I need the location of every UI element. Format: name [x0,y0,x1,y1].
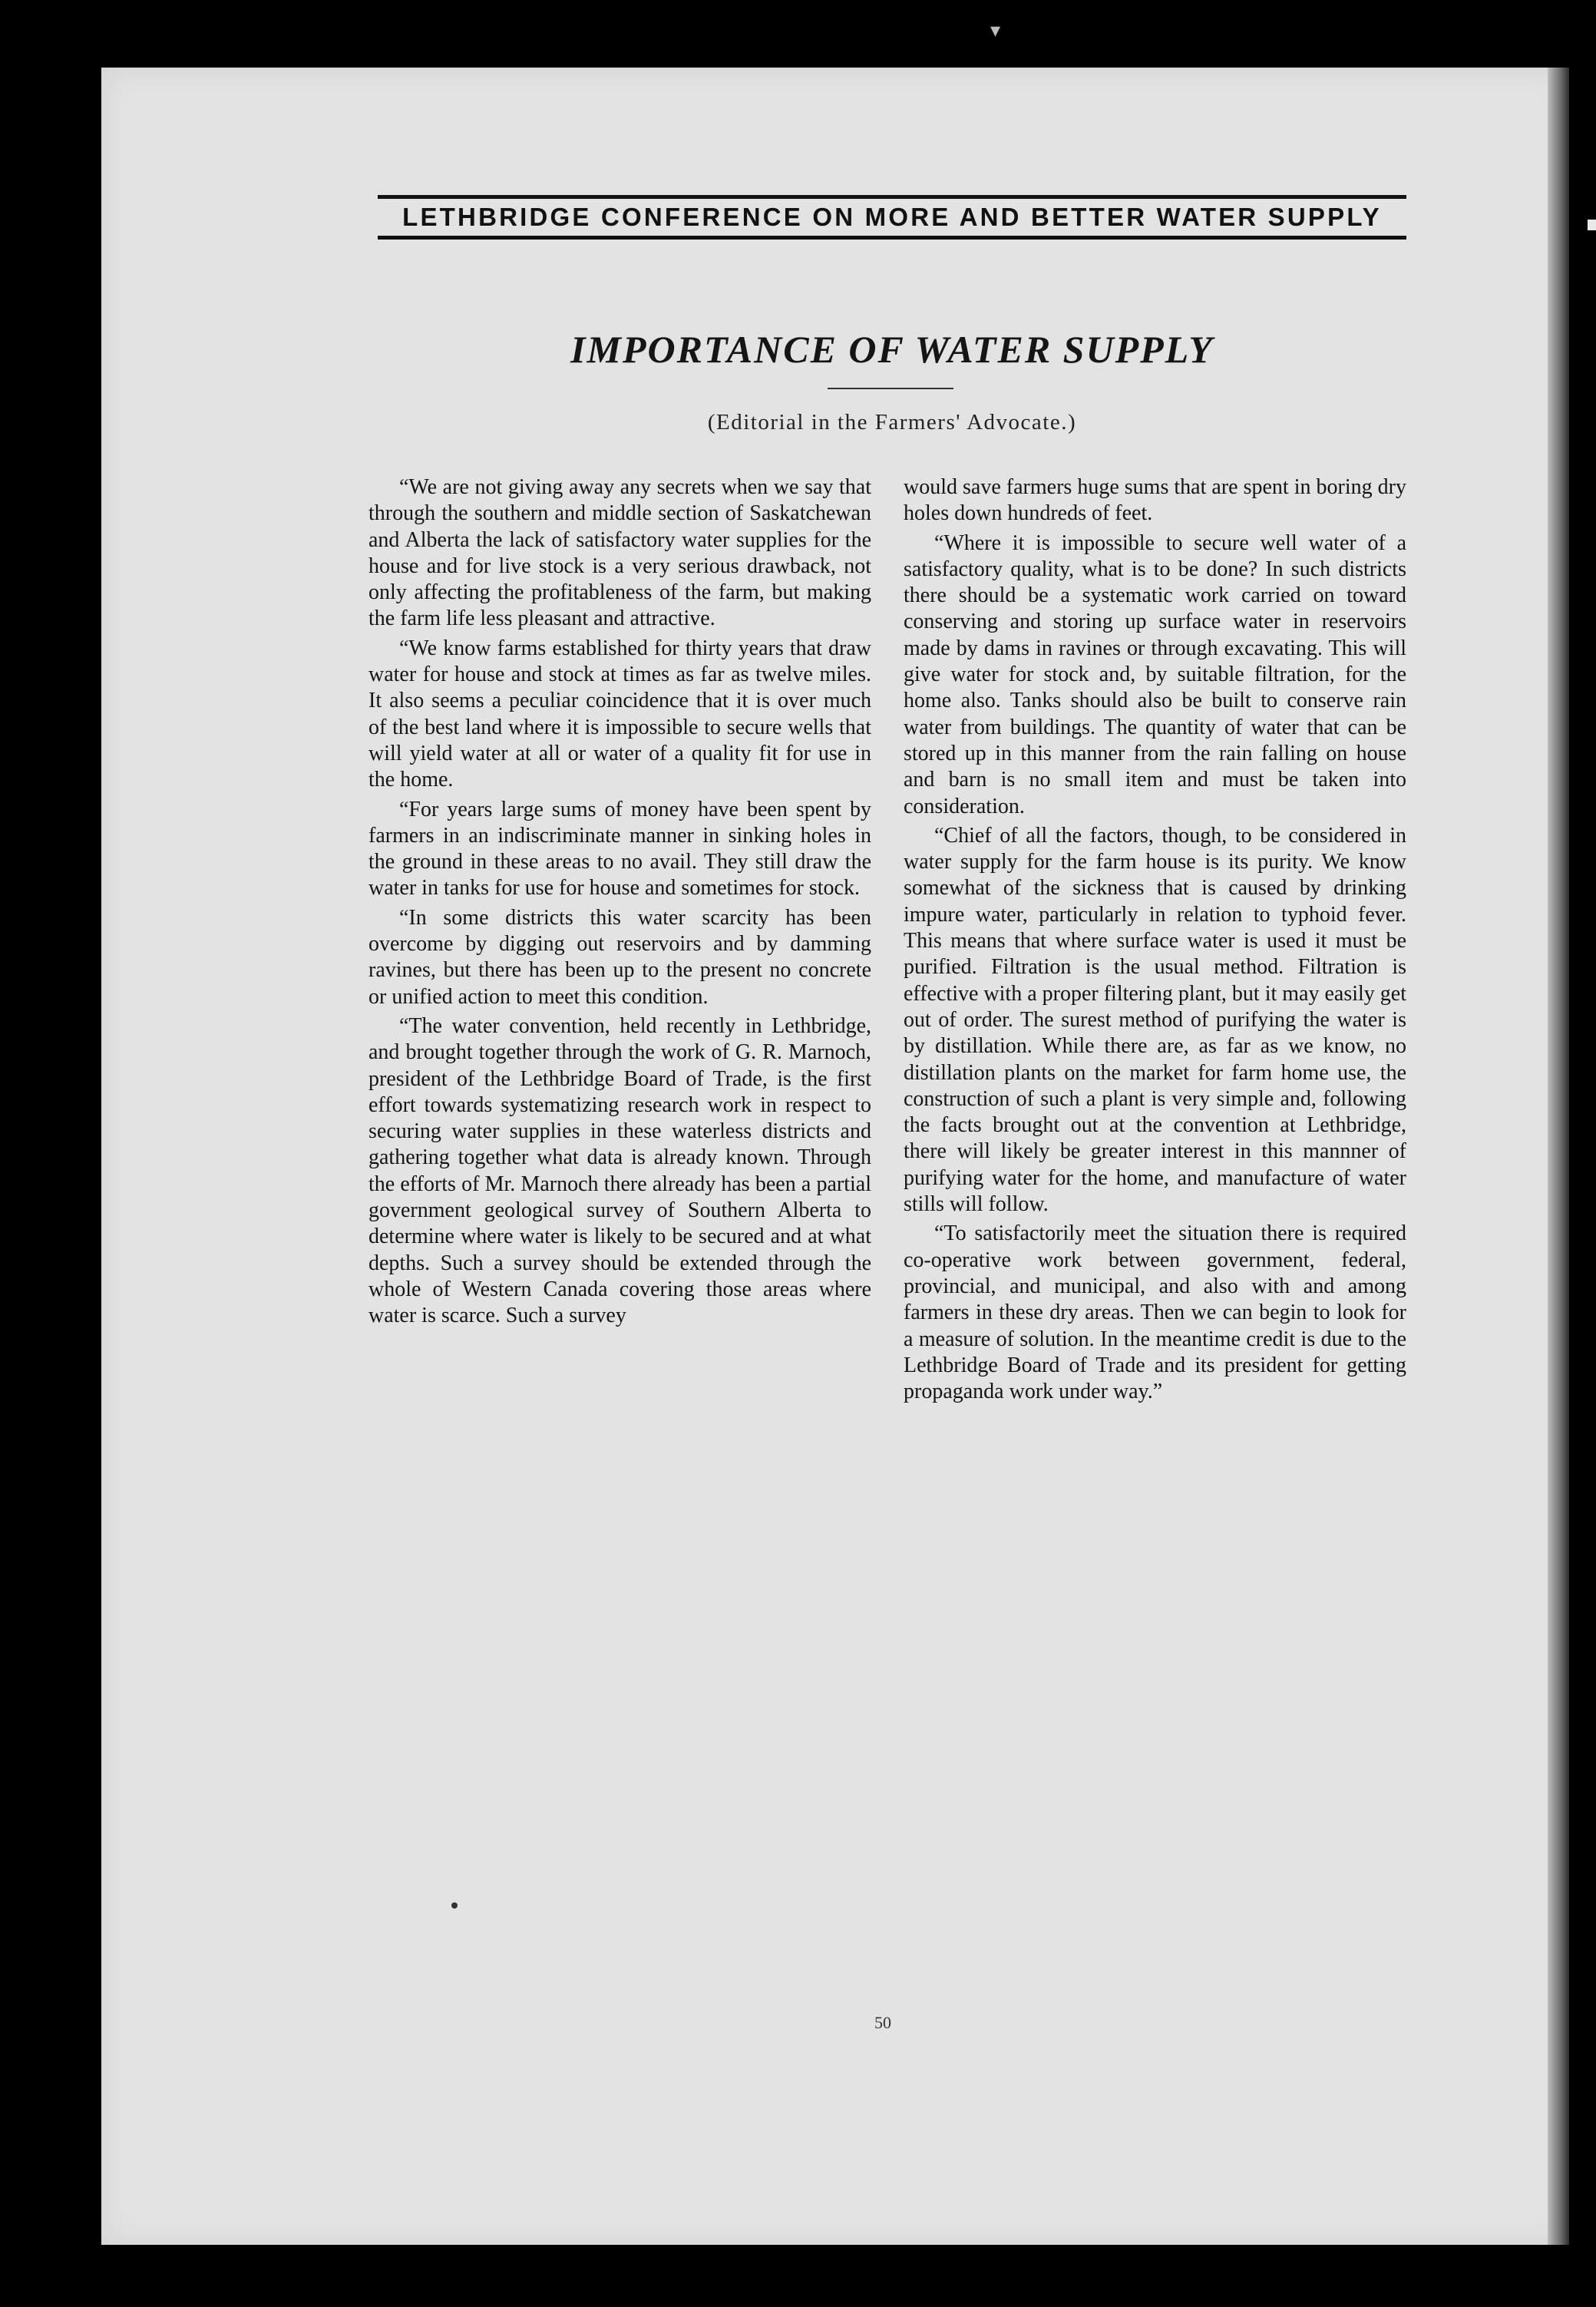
paragraph: “The water convention, held recently in Lethbridge, and brought together through the work of G. R. Marnoch, president of the Lethbridge Board of Trade, is the first effort towards systematizing research work in respect to securing water supplies in these waterless districts and gathering together what data is already known. Through the efforts of Mr. Marnoch there already has been a partial government geological survey of Southern Alberta to determine where water is likely to be secured and at what depths. Such a survey should be extended through the whole of Western Canada covering those areas where water is scarce. Such a survey [368,1013,871,1328]
paragraph: “For years large sums of money have been spent by farmers in an indiscriminate manner in sinking holes in the ground in these areas to no avail. They still draw the water in tanks for use for house and sometimes for stock. [368,797,871,901]
right-column [904,474,1406,1408]
paragraph: “We are not giving away any secrets when we say that through the southern and middle section of Saskatchewan and Alberta the lack of satisfactory water supplies for the house and for live stock is a very serious drawback, not only affecting the profitableness of the farm, but making the farm life less pleasant and attractive. [368,475,871,631]
ink-dot [451,1902,458,1909]
paragraph: “Where it is impossible to secure well water of a satisfactory quality, what is to be done? In such districts there should be a systematic work carried on toward conserving and storing up surface water in reservoirs made by dams in ravines or through excavating. This will give water for stock and, by suitable filtration, for the home also. Tanks should also be built to conserve rain water from buildings. The quantity of water that can be stored up in this manner from the rain falling on house and barn is no small item and must be taken into consideration. [904,530,1406,818]
title-rule [828,388,953,389]
article-subtitle: (Editorial in the Farmers' Advocate.) [707,410,1077,435]
article-title: IMPORTANCE OF WATER SUPPLY [570,328,1214,371]
header-rule-top [378,195,1406,199]
left-column [368,474,871,1333]
paragraph: “In some districts this water scarcity has been overcome by digging out reservoirs and by damming ravines, but there has been up to the present no concrete or unified action to meet this condition. [368,905,871,1009]
page-edge-shadow [1548,68,1569,2245]
paragraph: would save farmers huge sums that are spent in boring dry holes down hundreds of feet. [904,475,1406,526]
header-rule-bottom [378,236,1406,240]
paragraph: “We know farms established for thirty years that draw water for house and stock at times as far as twelve miles. It also seems a peculiar coincidence that it is over much of the best land where it is impossible to secure wells that will yield water at all or water of a quality fit for use in the home. [368,636,871,792]
running-header: LETHBRIDGE CONFERENCE ON MORE AND BETTER WATER SUPPLY [402,203,1382,231]
scan-speck: ▾ [990,19,1001,41]
scan-mark [1588,220,1596,230]
page-number: 50 [874,2013,891,2032]
paragraph: “To satisfactorily meet the situation there is required co-operative work between government, federal, provincial, and municipal, and also with and among farmers in these dry areas. Then we can begin to look for a measure of solution. In the meantime credit is due to the Lethbridge Board of Trade and its president for getting propaganda work under way.” [904,1221,1406,1404]
paragraph: “Chief of all the factors, though, to be considered in water supply for the farm house is its purity. We know somewhat of the sickness that is caused by drinking impure water, particularly in relation to typhoid fever. This means that where surface water is used it must be purified. Filtration is the usual method. Filtration is effective with a proper filtering plant, but it may easily get out of order. The surest method of purifying the water is by distillation. While there are, as far as we know, no distillation plants on the market for farm home use, the construction of such a plant is very simple and, following the facts brought out at the convention at Lethbridge, there will likely be greater interest in this mannner of purifying water for the home, and manufacture of water stills will follow. [904,823,1406,1217]
